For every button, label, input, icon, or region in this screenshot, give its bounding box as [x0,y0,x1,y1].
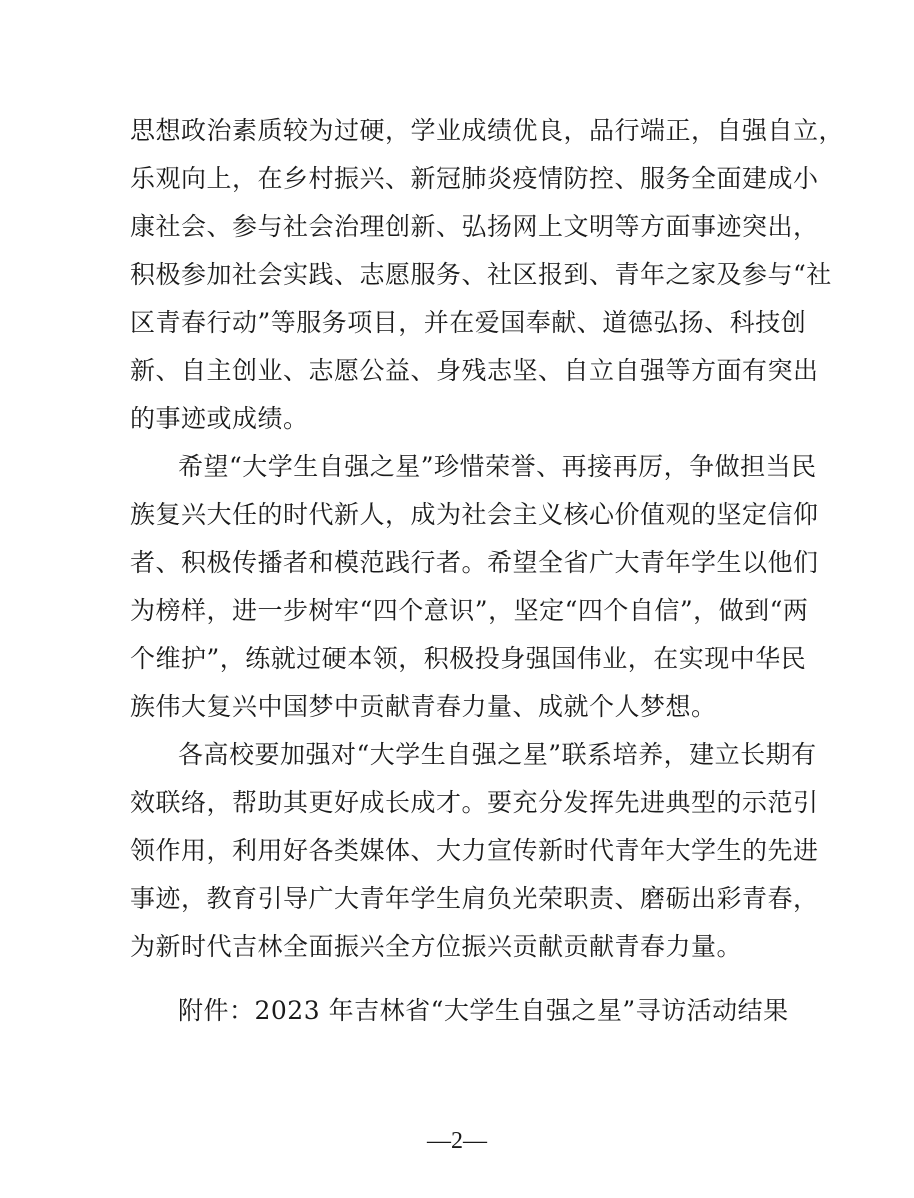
body-line: 积极参加社会实践、志愿服务、社区报到、青年之家及参与“社 [130,260,832,289]
page-number: —2— [427,1128,487,1154]
paragraph-first-line: 各高校要加强对“大学生自强之星”联系培养，建立长期有 [178,740,817,769]
body-line: 个维护”，练就过硬本领，积极投身强国伟业，在实现中华民 [130,644,807,673]
body-line: 乐观向上，在乡村振兴、新冠肺炎疫情防控、服务全面建成小 [130,164,819,193]
body-line: 者、积极传播者和模范践行者。希望全省广大青年学生以他们 [130,548,819,577]
body-line: 族复兴大任的时代新人，成为社会主义核心价值观的坚定信仰 [130,500,819,529]
body-line: 为新时代吉林全面振兴全方位振兴贡献贡献青春力量。 [130,932,743,961]
body-line: 为榜样，进一步树牢“四个意识”，坚定“四个自信”，做到“两 [130,596,809,625]
body-line: 事迹，教育引导广大青年学生肩负光荣职责、磨砺出彩青春， [130,884,819,913]
paragraph-first-line: 希望“大学生自强之星”珍惜荣誉、再接再厉，争做担当民 [178,452,817,481]
body-line: 领作用，利用好各类媒体、大力宣传新时代青年大学生的先进 [130,836,819,865]
body-line: 的事迹或成绩。 [130,404,309,433]
body-line: 新、自主创业、志愿公益、身残志坚、自立自强等方面有突出 [130,356,819,385]
body-line: 区青春行动”等服务项目，并在爱国奉献、道德弘扬、科技创 [130,308,807,337]
body-line: 康社会、参与社会治理创新、弘扬网上文明等方面事迹突出， [130,212,819,241]
body-line: 族伟大复兴中国梦中贡献青春力量、成就个人梦想。 [130,692,717,721]
body-line: 思想政治素质较为过硬，学业成绩优良，品行端正，自强自立， [130,116,845,145]
body-line: 效联络，帮助其更好成长成才。要充分发挥先进典型的示范引 [130,788,819,817]
attachment-line: 附件：2023 年吉林省“大学生自强之星”寻访活动结果 [178,996,789,1025]
